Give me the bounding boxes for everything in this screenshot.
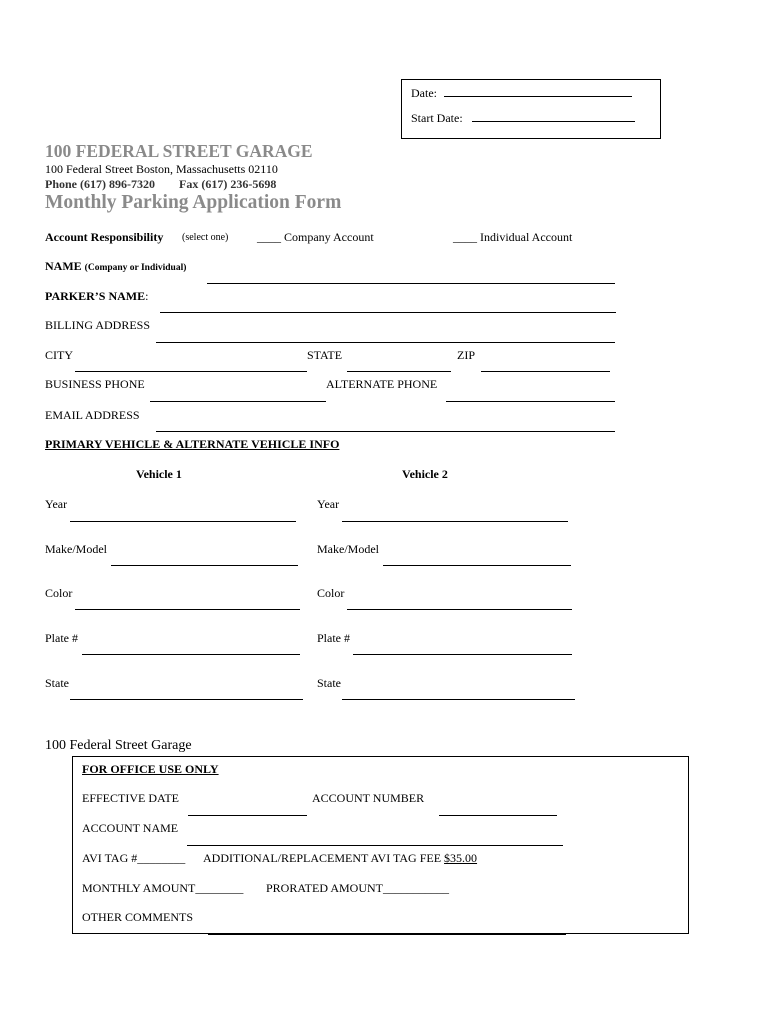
vehicle-section-title: PRIMARY VEHICLE & ALTERNATE VEHICLE INFO xyxy=(45,437,340,451)
account-number-input[interactable] xyxy=(439,803,557,821)
city-input[interactable] xyxy=(75,359,307,377)
vehicle1-plate-input[interactable] xyxy=(82,642,300,660)
billing-address-label: BILLING ADDRESS xyxy=(45,318,151,332)
avi-fee-label xyxy=(203,851,477,866)
garage-address: 100 Federal Street Boston, Massachusetts 02110 xyxy=(45,162,278,176)
account-responsibility-label: Account Responsibility xyxy=(45,230,164,244)
vehicle1-state-input[interactable] xyxy=(70,687,303,705)
vehicle1-year-input[interactable] xyxy=(70,509,296,527)
vehicle2-color-label: Color xyxy=(317,586,345,600)
start-date-label: Start Date: xyxy=(411,111,463,125)
alternate-phone-label: ALTERNATE PHONE xyxy=(326,377,438,391)
office-garage-name: 100 Federal Street Garage xyxy=(45,738,192,753)
company-account-option[interactable]: ____ Company Account xyxy=(257,230,374,244)
avi-fee-value: $35.00 xyxy=(444,851,478,865)
business-phone-input[interactable] xyxy=(150,389,326,407)
vehicle1-state-label: State xyxy=(45,676,69,690)
office-use-title: FOR OFFICE USE ONLY xyxy=(82,762,219,776)
vehicle1-color-input[interactable] xyxy=(75,597,300,615)
state-label: STATE xyxy=(307,348,343,362)
avi-fee-text: ADDITIONAL/REPLACEMENT AVI TAG FEE xyxy=(203,851,442,865)
account-select-hint: (select one) xyxy=(182,232,229,243)
date-line xyxy=(444,95,632,97)
form-title: Monthly Parking Application Form xyxy=(45,192,342,213)
name-label-text: NAME xyxy=(45,259,82,273)
email-address-input[interactable] xyxy=(156,419,615,437)
account-name-input[interactable] xyxy=(187,833,563,851)
fax-label: Fax xyxy=(179,177,199,191)
prorated-amount-field[interactable]: PRORATED AMOUNT___________ xyxy=(266,881,450,895)
effective-date-input[interactable] xyxy=(188,803,307,821)
start-date-line xyxy=(472,120,635,122)
vehicle2-year-input[interactable] xyxy=(342,509,568,527)
vehicle2-state-input[interactable] xyxy=(342,687,575,705)
phone-label: Phone xyxy=(45,177,78,191)
vehicle1-plate-label: Plate # xyxy=(45,631,78,645)
avi-tag-field[interactable]: AVI TAG #________ xyxy=(82,851,186,865)
vehicle1-make-model-label: Make/Model xyxy=(45,542,107,556)
zip-label: ZIP xyxy=(457,348,475,362)
vehicle1-title: Vehicle 1 xyxy=(136,467,182,481)
name-label xyxy=(45,259,186,274)
monthly-amount-field[interactable]: MONTHLY AMOUNT________ xyxy=(82,881,244,895)
email-address-label: EMAIL ADDRESS xyxy=(45,408,140,422)
phone-number: (617) 896-7320 xyxy=(80,177,156,191)
vehicle2-plate-label: Plate # xyxy=(317,631,350,645)
fax-number: (617) 236-5698 xyxy=(201,177,277,191)
other-comments-input[interactable] xyxy=(208,922,566,940)
name-input[interactable] xyxy=(207,271,615,289)
other-comments-label: OTHER COMMENTS xyxy=(82,910,194,924)
vehicle2-state-label: State xyxy=(317,676,341,690)
individual-account-option[interactable]: ____ Individual Account xyxy=(453,230,573,244)
parker-name-colon: : xyxy=(145,289,149,303)
state-input[interactable] xyxy=(347,359,451,377)
garage-name: 100 FEDERAL STREET GARAGE xyxy=(45,141,313,161)
parker-name-label-text: PARKER’S NAME xyxy=(45,289,146,303)
vehicle2-plate-input[interactable] xyxy=(353,642,572,660)
vehicle1-year-label: Year xyxy=(45,497,68,511)
vehicle2-year-label: Year xyxy=(317,497,340,511)
name-hint: (Company or Individual) xyxy=(84,263,187,273)
date-label: Date: xyxy=(411,86,437,100)
zip-input[interactable] xyxy=(481,359,610,377)
date-field[interactable] xyxy=(411,86,632,101)
vehicle2-make-model-input[interactable] xyxy=(383,553,571,571)
vehicle2-make-model-label: Make/Model xyxy=(317,542,379,556)
effective-date-label: EFFECTIVE DATE xyxy=(82,791,179,805)
account-name-label: ACCOUNT NAME xyxy=(82,821,179,835)
alternate-phone-input[interactable] xyxy=(446,389,615,407)
garage-contact xyxy=(45,177,276,192)
account-number-label: ACCOUNT NUMBER xyxy=(312,791,425,805)
business-phone-label: BUSINESS PHONE xyxy=(45,377,145,391)
parker-name-label xyxy=(45,289,148,304)
parker-name-input[interactable] xyxy=(160,300,616,318)
start-date-field[interactable] xyxy=(411,111,635,126)
vehicle2-color-input[interactable] xyxy=(347,597,572,615)
vehicle2-title: Vehicle 2 xyxy=(402,467,448,481)
vehicle1-make-model-input[interactable] xyxy=(111,553,298,571)
city-label: CITY xyxy=(45,348,73,362)
vehicle1-color-label: Color xyxy=(45,586,73,600)
billing-address-input[interactable] xyxy=(156,330,615,348)
